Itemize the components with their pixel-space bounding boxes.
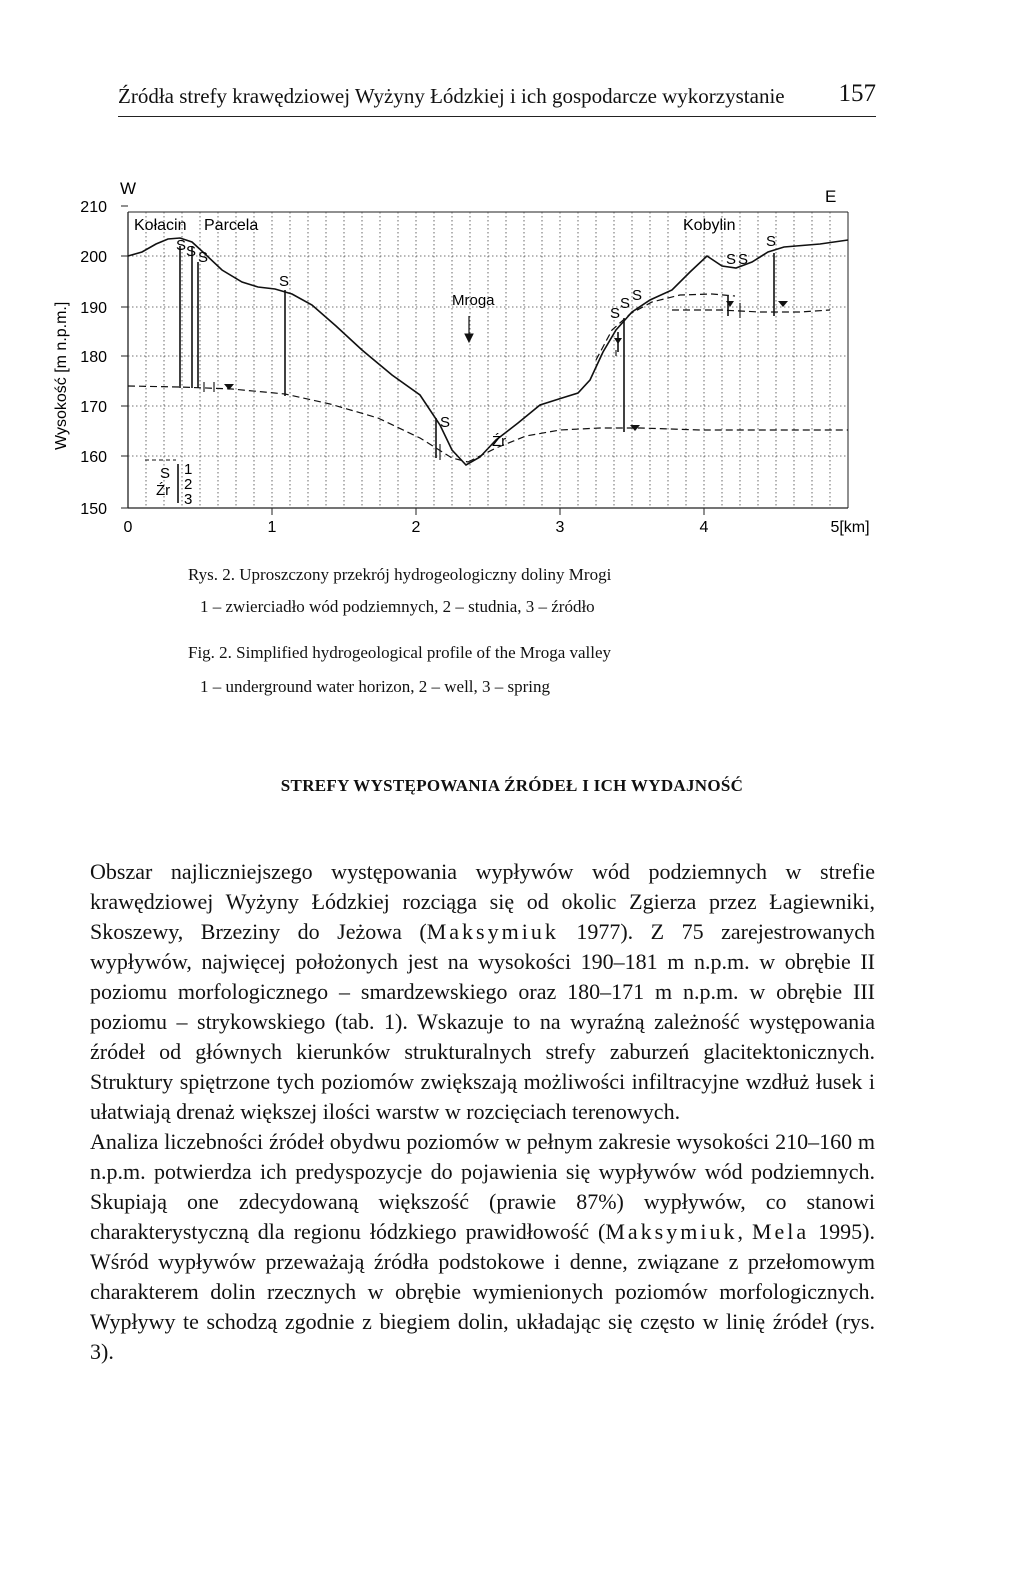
spring-mark: S xyxy=(186,243,197,260)
legend-zr: Źr xyxy=(156,482,171,499)
horizontal-grid xyxy=(128,256,848,456)
water-table-kobylin xyxy=(596,294,735,360)
spring-mark: S xyxy=(279,273,290,290)
paragraph-text: 1995). Wśród wypływów przeważają źródła podstokowe i denne, związane z przełomowym charakterem dolin rzecznych w obrębie wymienionych poziomów morfologicznych. Wypływy te schodzą zgodnie z biegiem dolin, układając się często w linię źródeł (rys. 3). xyxy=(90,1219,876,1364)
paragraph xyxy=(90,1127,875,1367)
x-tick-4: 4 xyxy=(699,519,709,536)
x-tick-3: 3 xyxy=(555,519,565,536)
spring-mark: S xyxy=(632,287,643,304)
author-citation: Mela xyxy=(751,1219,810,1244)
x-ticks xyxy=(272,508,704,515)
paragraph-text: Analiza liczebności źródeł obydwu poziomów w pełnym zakresie wysokości 210–160 m n.p.m. potwierdza ich predyspozycje do pojawienia się wypływów wód podziemnych. Skupiają one zdecydowaną większość (prawie 87%) wypływów, co stanowi charakterystyczną dla regionu łódzkiego prawidłowość ( xyxy=(90,1129,875,1244)
hydrogeological-profile-figure xyxy=(0,160,1024,550)
y-tick-180: 180 xyxy=(80,349,107,366)
y-axis-label: Wysokość [m n.p.m.] xyxy=(53,301,70,450)
spring-source-mark: Źr xyxy=(492,433,507,450)
label-parcela: Parcela xyxy=(204,217,259,234)
spring-mark: S xyxy=(620,295,631,312)
x-tick-labels xyxy=(124,519,870,536)
water-table-kobylin-2 xyxy=(672,310,830,312)
water-table-east xyxy=(468,428,848,462)
paragraph xyxy=(90,857,875,1127)
spring-mark: S xyxy=(726,251,737,268)
y-tick-190: 190 xyxy=(80,300,107,317)
legend-3: 3 xyxy=(184,491,193,508)
spring-mark: S xyxy=(610,305,621,322)
spring-mark: S xyxy=(738,251,749,268)
legend-2: 2 xyxy=(184,476,193,493)
caption-en-title: Fig. 2. Simplified hydrogeological profile of the Mroga valley xyxy=(188,643,612,662)
legend-1: 1 xyxy=(184,461,193,478)
direction-west: W xyxy=(120,179,137,198)
label-mroga: Mroga xyxy=(452,292,495,309)
figure-legend xyxy=(145,460,192,508)
author-citation: Maksymiuk xyxy=(426,919,559,944)
x-tick-0: 0 xyxy=(123,519,133,536)
x-tick-1: 1 xyxy=(267,519,277,536)
river-arrow xyxy=(465,316,473,342)
y-tick-170: 170 xyxy=(80,399,107,416)
label-kolacin: Kołacin xyxy=(134,217,187,234)
y-tick-200: 200 xyxy=(80,249,107,266)
spring-mark: S xyxy=(198,249,209,266)
paragraph-text: Obszar najliczniejszego występowania wypływów wód podziemnych w strefie krawędziowej Wyżyny Łódzkiej rozciąga się od okolic Zgierza przez Łagiewniki, Skoszewy, Brzeziny do Jeżowa ( xyxy=(90,859,875,944)
caption-pl-legend: 1 – zwierciadło wód podziemnych, 2 – studnia, 3 – źródło xyxy=(200,597,595,616)
spring-mark: S xyxy=(176,237,187,254)
running-title: Źródła strefy krawędziowej Wyżyny Łódzkiej i ich gospodarcze wykorzystanie xyxy=(118,84,785,108)
body-text xyxy=(90,857,875,1367)
x-tick-2: 2 xyxy=(411,519,421,536)
spring-mark: S xyxy=(766,233,777,250)
y-tick-150: 150 xyxy=(80,501,107,518)
caption-en-legend: 1 – underground water horizon, 2 – well, 3 – spring xyxy=(200,677,551,696)
label-kobylin: Kobylin xyxy=(683,217,736,234)
section-heading: STREFY WYSTĘPOWANIA ŹRÓDEŁ I ICH WYDAJNOŚĆ xyxy=(280,776,744,795)
water-table-west xyxy=(128,386,468,462)
y-tick-160: 160 xyxy=(80,449,107,466)
legend-s: S xyxy=(160,465,171,482)
running-header xyxy=(118,76,876,117)
paragraph-text: , xyxy=(737,1219,752,1244)
paragraph-text: 1977). Z 75 zarejestrowanych wypływów, najwięcej położonych jest na wysokości 190–181 m n.p.m. w obrębie II poziomu morfologicznego – smardzewskiego oraz 180–171 m n.p.m. w obrębie III poziomu – strykowskiego (tab. 1). Wskazuje to na wyraźną zależność występowania źródeł od głównych kierunków strukturalnych strefy zaburzeń glacitektonicznych. Struktury spiętrzone tych poziomów zwiększają możliwości infiltracyjne wzdłuż łusek i ułatwiają drenaż większej ilości warstw w rozcięciach terenowych. xyxy=(90,919,875,1124)
x-tick-5: 5[km] xyxy=(830,519,870,536)
direction-east: E xyxy=(825,187,837,206)
page-number: 157 xyxy=(838,80,876,107)
y-tick-labels xyxy=(80,199,107,518)
author-citation: Maksymiuk xyxy=(605,1219,738,1244)
y-ticks xyxy=(121,206,128,508)
spring-mark: S xyxy=(440,414,451,431)
caption-pl-title: Rys. 2. Uproszczony przekrój hydrogeologiczny doliny Mrogi xyxy=(188,565,612,584)
y-tick-210: 210 xyxy=(80,199,107,216)
